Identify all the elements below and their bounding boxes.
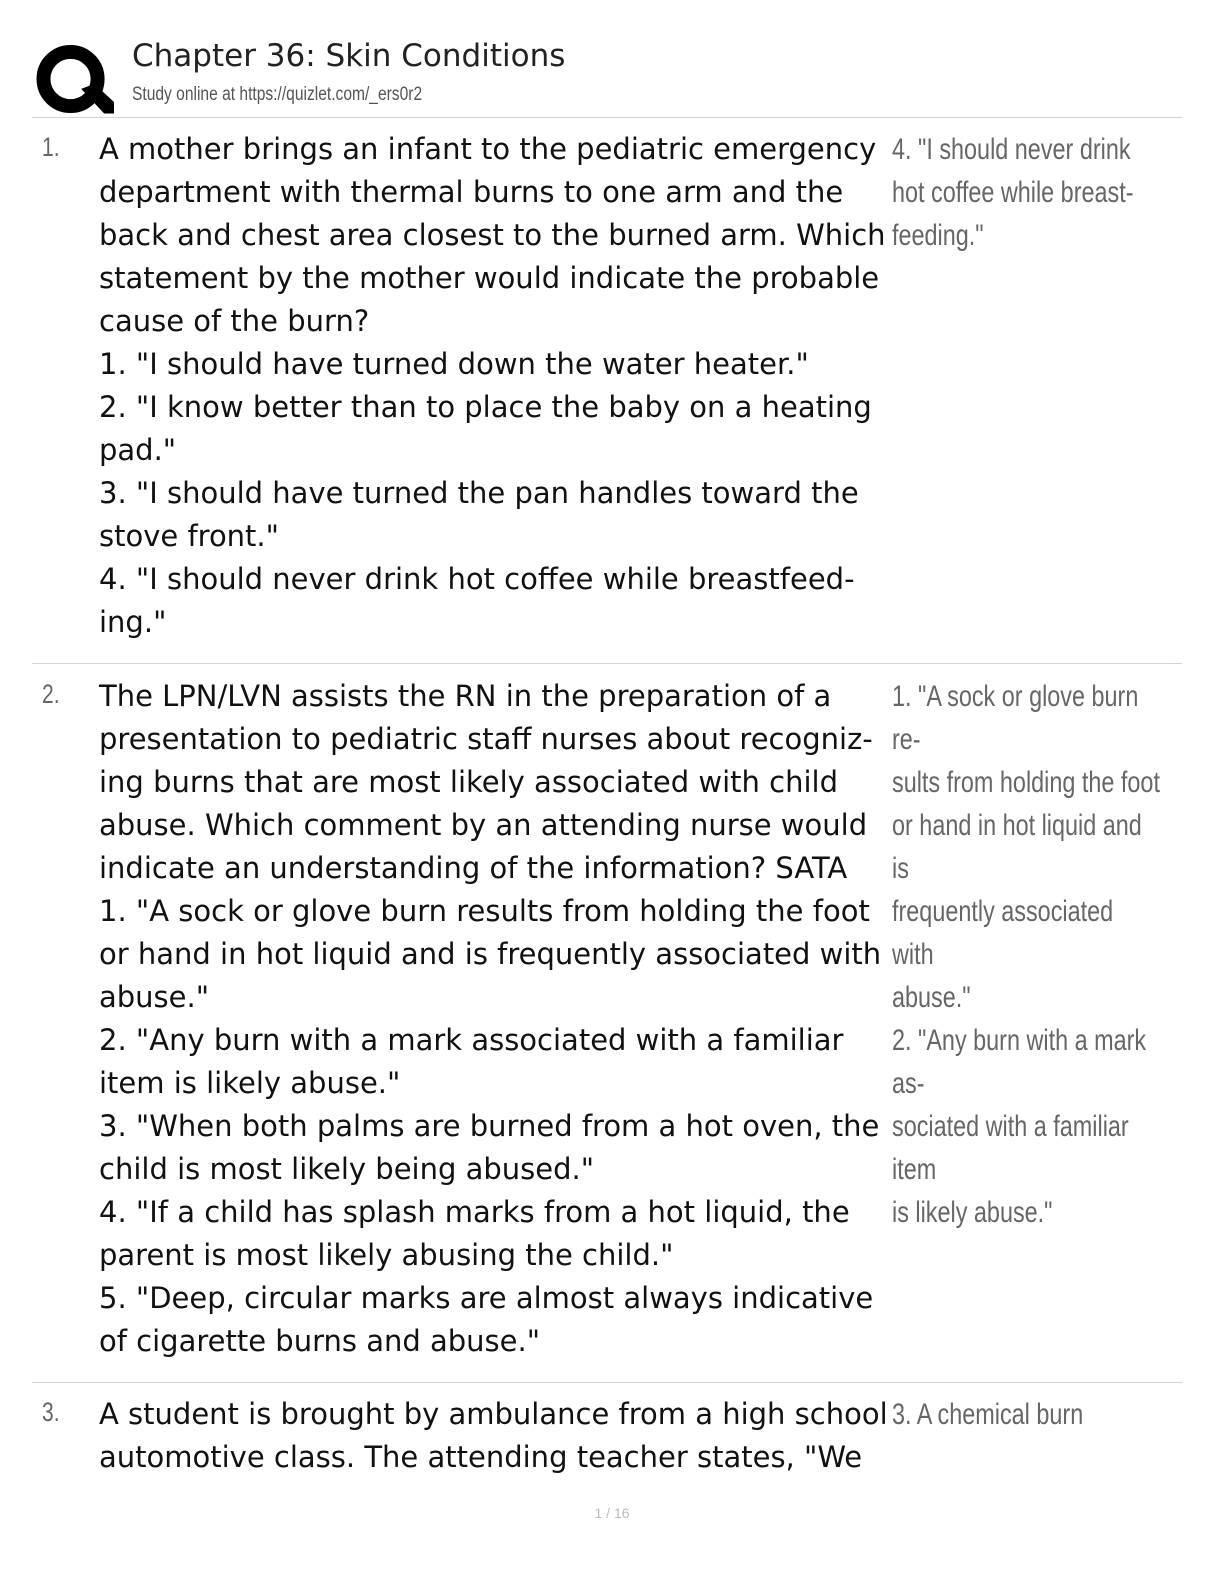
question-line: 2. "Any burn with a mark associated with a familiar [99,1023,844,1057]
answer-line: feeding." [892,219,984,252]
question-line: presentation to pediatric staff nurses about recogniz- [99,722,873,756]
question-line: 2. "I know better than to place the baby on a heating [99,390,872,424]
question-line: child is most likely being abused." [99,1152,595,1186]
question-line: parent is most likely abusing the child." [99,1238,674,1272]
question-line: pad." [99,433,177,467]
card-number: 2. [42,679,60,709]
question-line: 1. "I should have turned down the water heater." [99,347,809,381]
study-online-link[interactable]: Study online at https://quizlet.com/_ers0r2 [132,84,423,105]
question-line: abuse. Which comment by an attending nurse would [99,808,868,842]
question-line: automotive class. The attending teacher states, "We [99,1440,863,1474]
answer-line: frequently associated with [892,895,1114,971]
question-line: 4. "I should never drink hot coffee while breastfeed- [99,562,855,596]
answer-line: or hand in hot liquid and is [892,809,1142,885]
card-divider [32,663,1182,664]
answer-line: sociated with a familiar item [892,1110,1129,1186]
page-title: Chapter 36: Skin Conditions [132,38,566,74]
card-number: 3. [42,1397,60,1427]
question-line: stove front." [99,519,279,553]
answer-line: 4. "I should never drink [892,133,1131,166]
card-divider [32,1382,1182,1383]
question-line: item is likely abuse." [99,1066,401,1100]
question-line: of cigarette burns and abuse." [99,1324,541,1358]
question-line: 5. "Deep, circular marks are almost always indicative [99,1281,874,1315]
page-number: 1 / 16 [594,1505,630,1521]
question-text [99,675,889,1363]
answer-line: is likely abuse." [892,1196,1053,1229]
question-line: 3. "I should have turned the pan handles toward the [99,476,859,510]
answer-line: sults from holding the foot [892,766,1160,799]
question-line: statement by the mother would indicate the probable [99,261,880,295]
question-line: 4. "If a child has splash marks from a hot liquid, the [99,1195,850,1229]
question-line: ing burns that are most likely associated with child [99,765,838,799]
question-text [99,1393,889,1479]
question-line: ing." [99,605,167,639]
page-header [30,34,1190,118]
answer-line: 2. "Any burn with a mark as- [892,1024,1147,1100]
question-text [99,128,889,644]
question-line: indicate an understanding of the information? SATA [99,851,848,885]
question-line: 1. "A sock or glove burn results from holding the foot [99,894,870,928]
question-line: department with thermal burns to one arm and the [99,175,844,209]
answer-text [892,128,1161,257]
question-line: cause of the burn? [99,304,370,338]
question-line: or hand in hot liquid and is frequently associated with [99,937,882,971]
question-line: back and chest area closest to the burned arm. Which [99,218,886,252]
header-divider [32,117,1182,118]
quizlet-logo-icon [32,38,114,120]
card-number: 1. [42,132,60,162]
answer-line: hot coffee while breast- [892,176,1134,209]
answer-line: abuse." [892,981,971,1014]
question-line: A mother brings an infant to the pediatric emergency [99,132,877,166]
answer-text [892,675,1161,1234]
answer-text [892,1393,1161,1436]
answer-line: 3. A chemical burn [892,1398,1084,1431]
question-line: abuse." [99,980,210,1014]
question-line: The LPN/LVN assists the RN in the preparation of a [99,679,832,713]
question-line: 3. "When both palms are burned from a hot oven, the [99,1109,880,1143]
answer-line: 1. "A sock or glove burn re- [892,680,1139,756]
question-line: A student is brought by ambulance from a high school [99,1397,888,1431]
